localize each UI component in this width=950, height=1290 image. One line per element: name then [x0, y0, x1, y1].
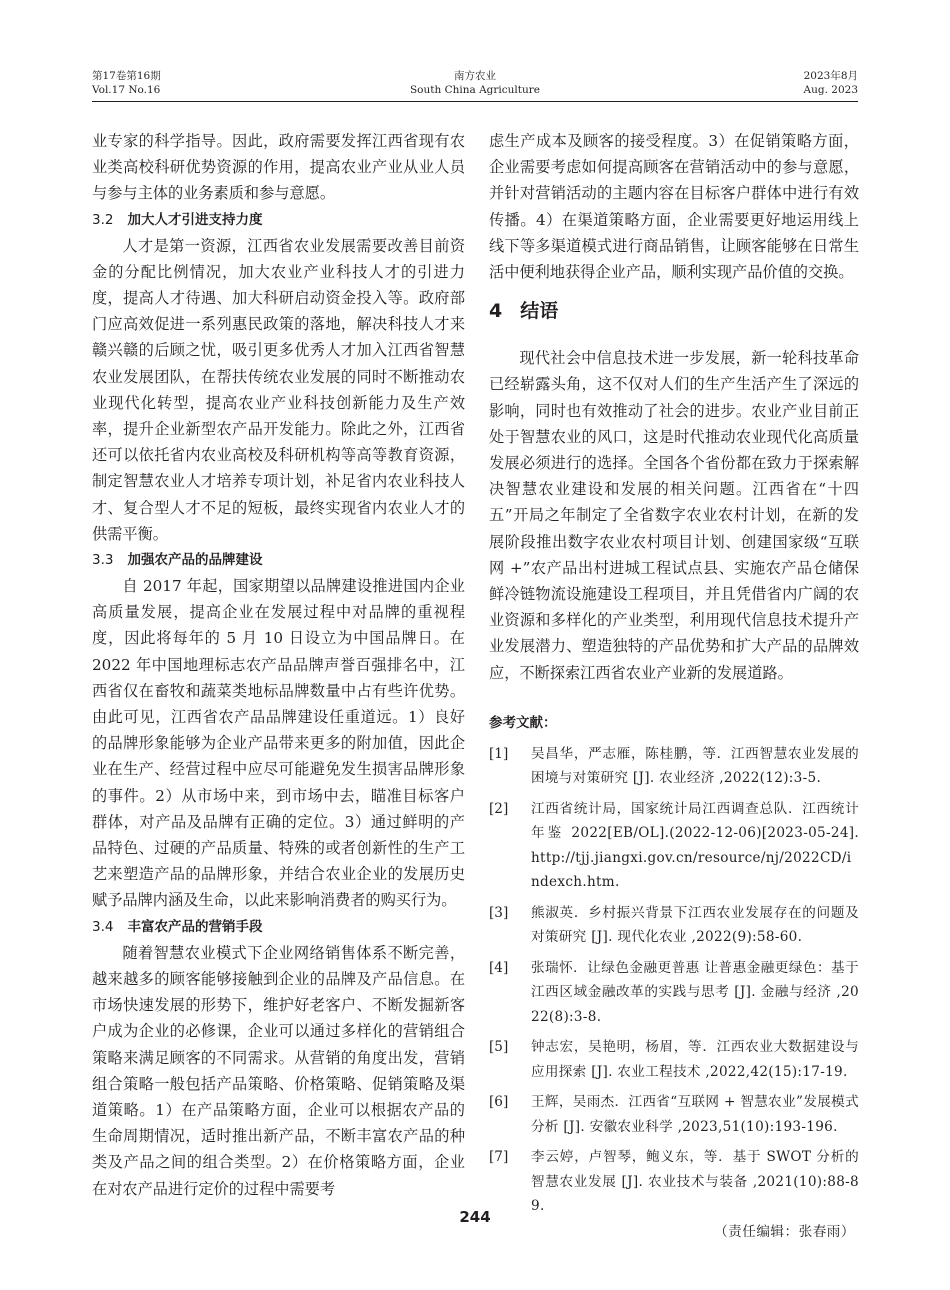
responsible-editor: （责任编辑：张春雨） [714, 1223, 855, 1240]
intro-paragraph: 业专家的科学指导。因此，政府需要发挥江西省现有农业类高校科研优势资源的作用，提高农业产业从业人员与参与主体的业务素质和参与意愿。 [92, 132, 465, 203]
section-title: 加大人才引进支持力度 [127, 211, 263, 228]
reference-text: 李云婷，卢智琴，鲍义东，等．基于 SWOT 分析的智慧农业发展 [J]. 农业技术与装备 ,2021(10):88-89. [531, 1149, 859, 1215]
reference-text: 熊淑英．乡村振兴背景下江西农业发展存在的问题及对策研究 [J]. 现代化农业 ,2022(9):58-60. [531, 904, 859, 946]
references-title: 参考文献： [489, 714, 557, 731]
section-title: 结语 [520, 300, 559, 323]
reference-number: [7] [489, 1149, 509, 1166]
section-title: 丰富农产品的营销手段 [127, 918, 263, 935]
reference-number: [4] [489, 959, 509, 976]
section-title: 加强农产品的品牌建设 [127, 552, 263, 569]
header-volume-en: Vol.17 No.16 [92, 84, 161, 96]
header-date-cn: 2023年8月 [803, 70, 858, 82]
reference-number: [1] [489, 745, 509, 762]
reference-text: 钟志宏，吴艳明，杨眉，等．江西农业大数据建设与应用探索 [J]. 农业工程技术 ,2022,42(15):17-19. [531, 1039, 859, 1080]
reference-number: [5] [489, 1039, 509, 1056]
header-volume-cn: 第17卷第16期 [92, 70, 161, 82]
section-number: 3.4 [92, 918, 114, 935]
section-3-2-paragraph: 人才是第一资源，江西省农业发展需要改善目前资金的分配比例情况，加大农业产业科技人才的引进力度，提高人才待遇、加大科研启动资金投入等。政府部门应高效促进一系列惠民政策的落地，解决科技人才来赣兴赣的后顾之忧，吸引更多优秀人才加入江西省智慧农业发展团队，在帮扶传统农业发展的同时不断推动农业现代化转型，提高农业产业科技创新能力及生产效率，提升企业新型农产品开发能力。除此之外，江西省还可以依托省内农业高校及科研机构等高等教育资源，制定智慧农业人才培养专项计划，补足省内农业科技人才、复合型人才不足的短板，最终实现省内农业人才的供需平衡。 [92, 236, 465, 543]
section-number: 4 [489, 300, 503, 323]
conclusion-paragraph: 现代社会中信息技术进一步发展，新一轮科技革命已经崭露头角，这不仅对人们的生产生活产生了深远的影响，同时也有效推动了社会的进步。农业产业目前正处于智慧农业的风口，这是时代推动农业现代化高质量发展必须进行的选择。全国各个省份都在致力于探索解决智慧农业建设和发展的相关问题。江西省在“十四五”开局之年制定了全省数字农业农村计划，在新的发展阶段推出数字农业农村项目计划、创建国家级“互联网 +”农产品出村进城工程试点县、实施农产品仓储保鲜冷链物流设施建设工程项目，并且凭借省内广阔的农业资源和多样化的产业类型，利用现代信息技术提升产业发展潜力、塑造独特的产品优势和扩大产品的品牌效应，不断探索江西省农业产业新的发展道路。 [489, 349, 859, 682]
section-4-heading [489, 297, 859, 325]
reference-number: [6] [489, 1094, 509, 1111]
section-3-3-heading [92, 549, 465, 571]
section-3-4-paragraph: 随着智慧农业模式下企业网络销售体系不断完善，越来越多的顾客能够接触到企业的品牌及产品信息。在市场快速发展的形势下，维护好老客户、不断发掘新客户成为企业的必修课，企业可以通过多样化的营销组合策略来满足顾客的不同需求。从营销的角度出发，营销组合策略一般包括产品策略、价格策略、促销策略及渠道策略。1）在产品策略方面，企业可以根据农产品的生命周期情况，适时推出新产品，不断丰富农产品的种类及产品之间的组合类型。2）在价格策略方面，企业在对农产品进行定价的过程中需要考 [92, 943, 465, 1198]
reference-number: [3] [489, 904, 509, 921]
reference-text: 吴昌华，严志雁，陈桂鹏，等．江西智慧农业发展的困境与对策研究 [J]. 农业经济 ,2022(12):3-5. [531, 745, 859, 787]
section-3-4-heading [92, 916, 465, 938]
header-journal-cn: 南方农业 [454, 70, 496, 82]
section-number: 3.2 [92, 211, 114, 228]
continued-paragraph: 虑生产成本及顾客的接受程度。3）在促销策略方面，企业需要考虑如何提高顾客在营销活动中的参与意愿，并针对营销活动的主题内容在目标客户群体中进行有效传播。4）在渠道策略方面，企业需要更好地运用线上线下等多渠道模式进行商品销售，让顾客能够在日常生活中便利地获得企业产品，顺利实现产品价值的交换。 [489, 132, 859, 282]
reference-list [489, 742, 859, 1219]
reference-text: 江西省统计局，国家统计局江西调查总队．江西统计年鉴 2022[EB/OL].(2022-12-06)[2023-05-24].http://tjj.jiangxi.gov.cn/resource/nj/2022CD/indexch.htm. [531, 800, 859, 891]
page-number: 244 [459, 1208, 491, 1226]
section-3-3-paragraph: 自 2017 年起，国家期望以品牌建设推进国内企业高质量发展，提高企业在发展过程中对品牌的重视程度，因此将每年的 5 月 10 日设立为中国品牌日。在 2022 年中国地理标志农产品品牌声誉百强排名中，江西省仅在畜牧和蔬菜类地标品牌数量中占有些许优势。由此可见，江西省农产品品牌建设任重道远。1）良好的品牌形象能够为企业产品带来更多的附加值，因此企业在生产、经营过程中应尽可能避免发生损害品牌形象的事件。2）从市场中来，到市场中去，瞄准目标客户群体，对产品及品牌有正确的定位。3）通过鲜明的产品特色、过硬的产品质量、特殊的或者创新性的生产工艺来塑造产品的品牌形象，并结合农业企业的发展历史赋予品牌内涵及生命，以此来影响消费者的购买行为。 [92, 577, 465, 910]
header-rule [92, 101, 858, 102]
header-date-en: Aug. 2023 [803, 84, 858, 96]
header-date [804, 69, 858, 97]
left-column [92, 128, 465, 1202]
right-column [489, 128, 859, 1243]
reference-number: [2] [489, 800, 509, 817]
reference-text: 王辉，吴雨杰．江西省“互联网 + 智慧农业”发展模式分析 [J]. 安徽农业科学 ,2023,51(10):193-196. [531, 1094, 859, 1135]
reference-item [489, 742, 859, 791]
reference-item [489, 956, 859, 1030]
reference-item [489, 797, 859, 895]
reference-item [489, 901, 859, 950]
reference-item [489, 1035, 859, 1084]
reference-item [489, 1090, 859, 1139]
section-number: 3.3 [92, 552, 114, 569]
section-3-2-heading [92, 209, 465, 231]
header-journal-en: South China Agriculture [409, 84, 540, 96]
reference-text: 张瑞怀．让绿色金融更普惠 让普惠金融更绿色：基于江西区域金融改革的实践与思考 [J]. 金融与经济 ,2022(8):3-8. [531, 959, 859, 1025]
